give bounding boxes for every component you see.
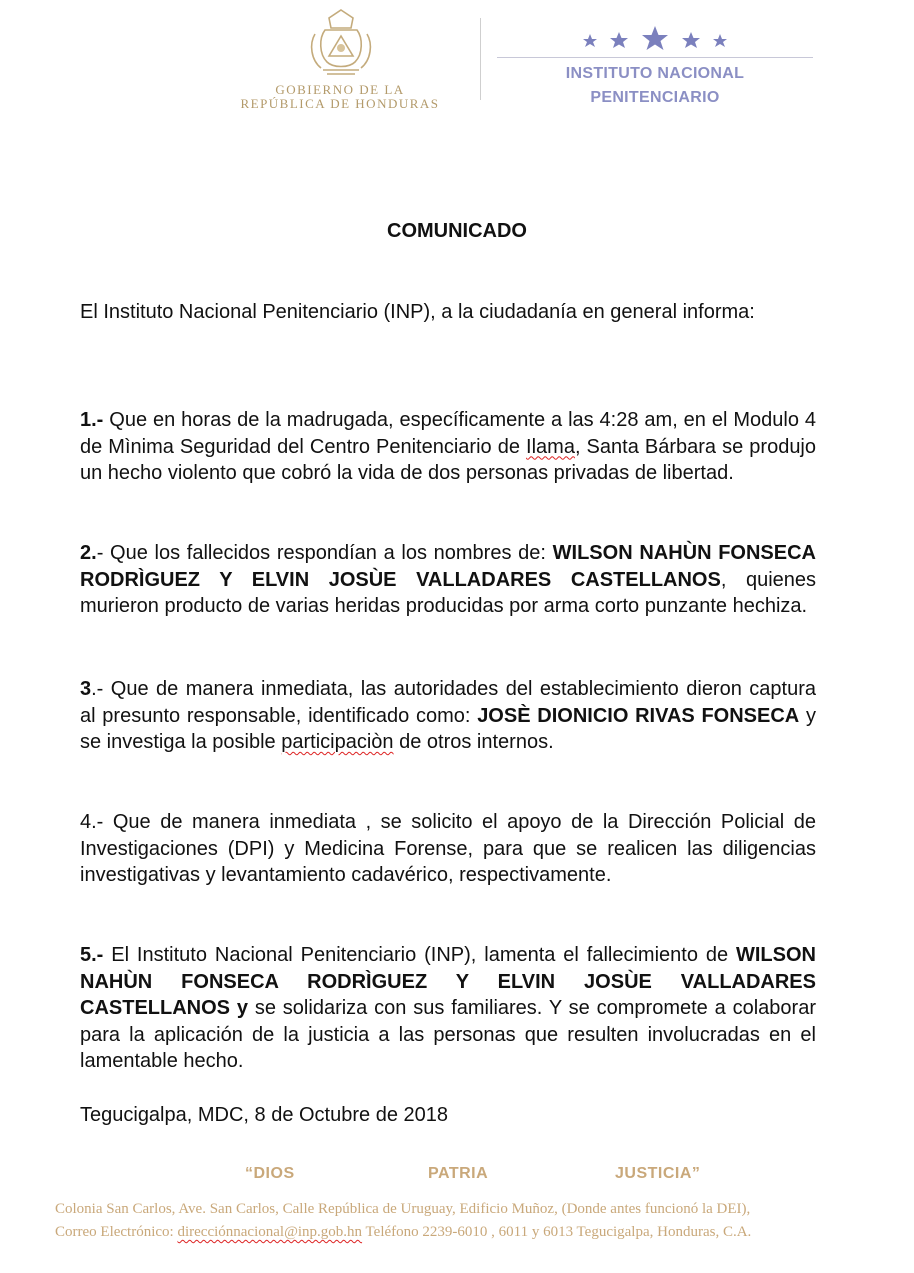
email-link[interactable]: direcciónnacional@inp.gob.hn: [177, 1224, 363, 1240]
institute-logo: [497, 22, 813, 114]
government-name-line2: REPÚBLICA DE HONDURAS: [240, 96, 440, 111]
point-1-text-a: Que en horas de la madrugada, específicamente a las 4:28 am, en el Modulo 4 de Mìnima Seguridad del Centro Penitenciario de: [80, 409, 816, 458]
point-3-text-b: y se investiga la posible: [80, 704, 816, 753]
point-2-text-b: , quienes murieron producto de varias heridas producidas por arma corto punzante hechiza.: [80, 568, 817, 617]
point-5-number: 5.-: [80, 944, 104, 966]
participation-word: participaciòn: [281, 731, 394, 753]
suspect-name: JOSÈ DIONICIO RIVAS FONSECA: [477, 704, 800, 727]
point-2-number: 2.: [80, 542, 97, 564]
intro-paragraph: El Instituto Nacional Penitenciario (INP), a la ciudadanía en general informa:: [80, 301, 755, 323]
footer-address: Colonia San Carlos, Ave. San Carlos, Calle República de Uruguay, Edificio Muñoz, (Donde antes funcionó la DEI),: [55, 1201, 751, 1217]
motto-patria: PATRIA: [428, 1165, 489, 1182]
dateline: Tegucigalpa, MDC, 8 de Octubre de 2018: [80, 1104, 448, 1126]
phone-text: Teléfono 2239-6010 , 6011 y 6013 Tegucigalpa, Honduras, C.A.: [362, 1224, 752, 1240]
point-1-number: 1.-: [80, 409, 104, 431]
footer-contact: [55, 1224, 885, 1241]
place-name: Ilama: [526, 435, 575, 458]
institute-name-line2: PENITENCIARIO: [590, 89, 720, 106]
point-3: [80, 676, 816, 756]
institute-name-line1: INSTITUTO NACIONAL: [565, 65, 745, 82]
email-label: Correo Electrónico:: [55, 1224, 178, 1240]
point-5-text-a: El Instituto Nacional Penitenciario (INP), lamenta el fallecimiento de: [103, 944, 736, 966]
point-2-names: WILSON NAHÙN FONSECA RODRÌGUEZ Y ELVIN JOSÙE VALLADARES CASTELLANOS: [80, 542, 816, 591]
motto: [0, 1165, 914, 1189]
point-3-text-a: .- Que de manera inmediata, las autoridades del establecimiento dieron captura al presunto responsable, identificado como:: [80, 678, 816, 727]
coat-of-arms-icon: [301, 4, 381, 80]
point-5-text-b: se solidariza con sus familiares. Y se compromete a colaborar para la aplicación de la justicia a las personas que resulten involucradas en el lamentable hecho.: [80, 997, 816, 1072]
point-5-names: WILSON NAHÙN FONSECA RODRÌGUEZ Y ELVIN JOSÙE VALLADARES CASTELLANOS y: [80, 944, 816, 1019]
motto-dios: “DIOS: [245, 1165, 295, 1182]
point-5: [80, 942, 816, 1075]
motto-justicia: JUSTICIA”: [615, 1165, 701, 1182]
government-logo: [215, 4, 465, 112]
point-3-text-c: de otros internos.: [393, 731, 554, 753]
letterhead: [0, 0, 914, 120]
point-4: 4.- Que de manera inmediata , se solicito el apoyo de la Dirección Policial de Investigaciones (DPI) y Medicina Forense, para que se realicen las diligencias investigativas y levantamiento cadavérico, respectivamente.: [80, 811, 816, 886]
point-1: [80, 407, 816, 487]
point-3-number: 3: [80, 678, 92, 700]
point-1-text-b: , Santa Bárbara se produjo un hecho violento que cobró la vida de dos personas privadas de libertad.: [80, 435, 817, 484]
header-divider: [480, 18, 481, 100]
point-2-text-a: - Que los fallecidos respondían a los nombres de:: [96, 542, 553, 564]
government-name-line1: GOBIERNO DE LA: [275, 82, 405, 97]
point-2: [80, 540, 816, 620]
stars-icon: [497, 22, 813, 58]
logo-rule: [497, 57, 813, 58]
document-title: COMUNICADO: [387, 220, 527, 242]
